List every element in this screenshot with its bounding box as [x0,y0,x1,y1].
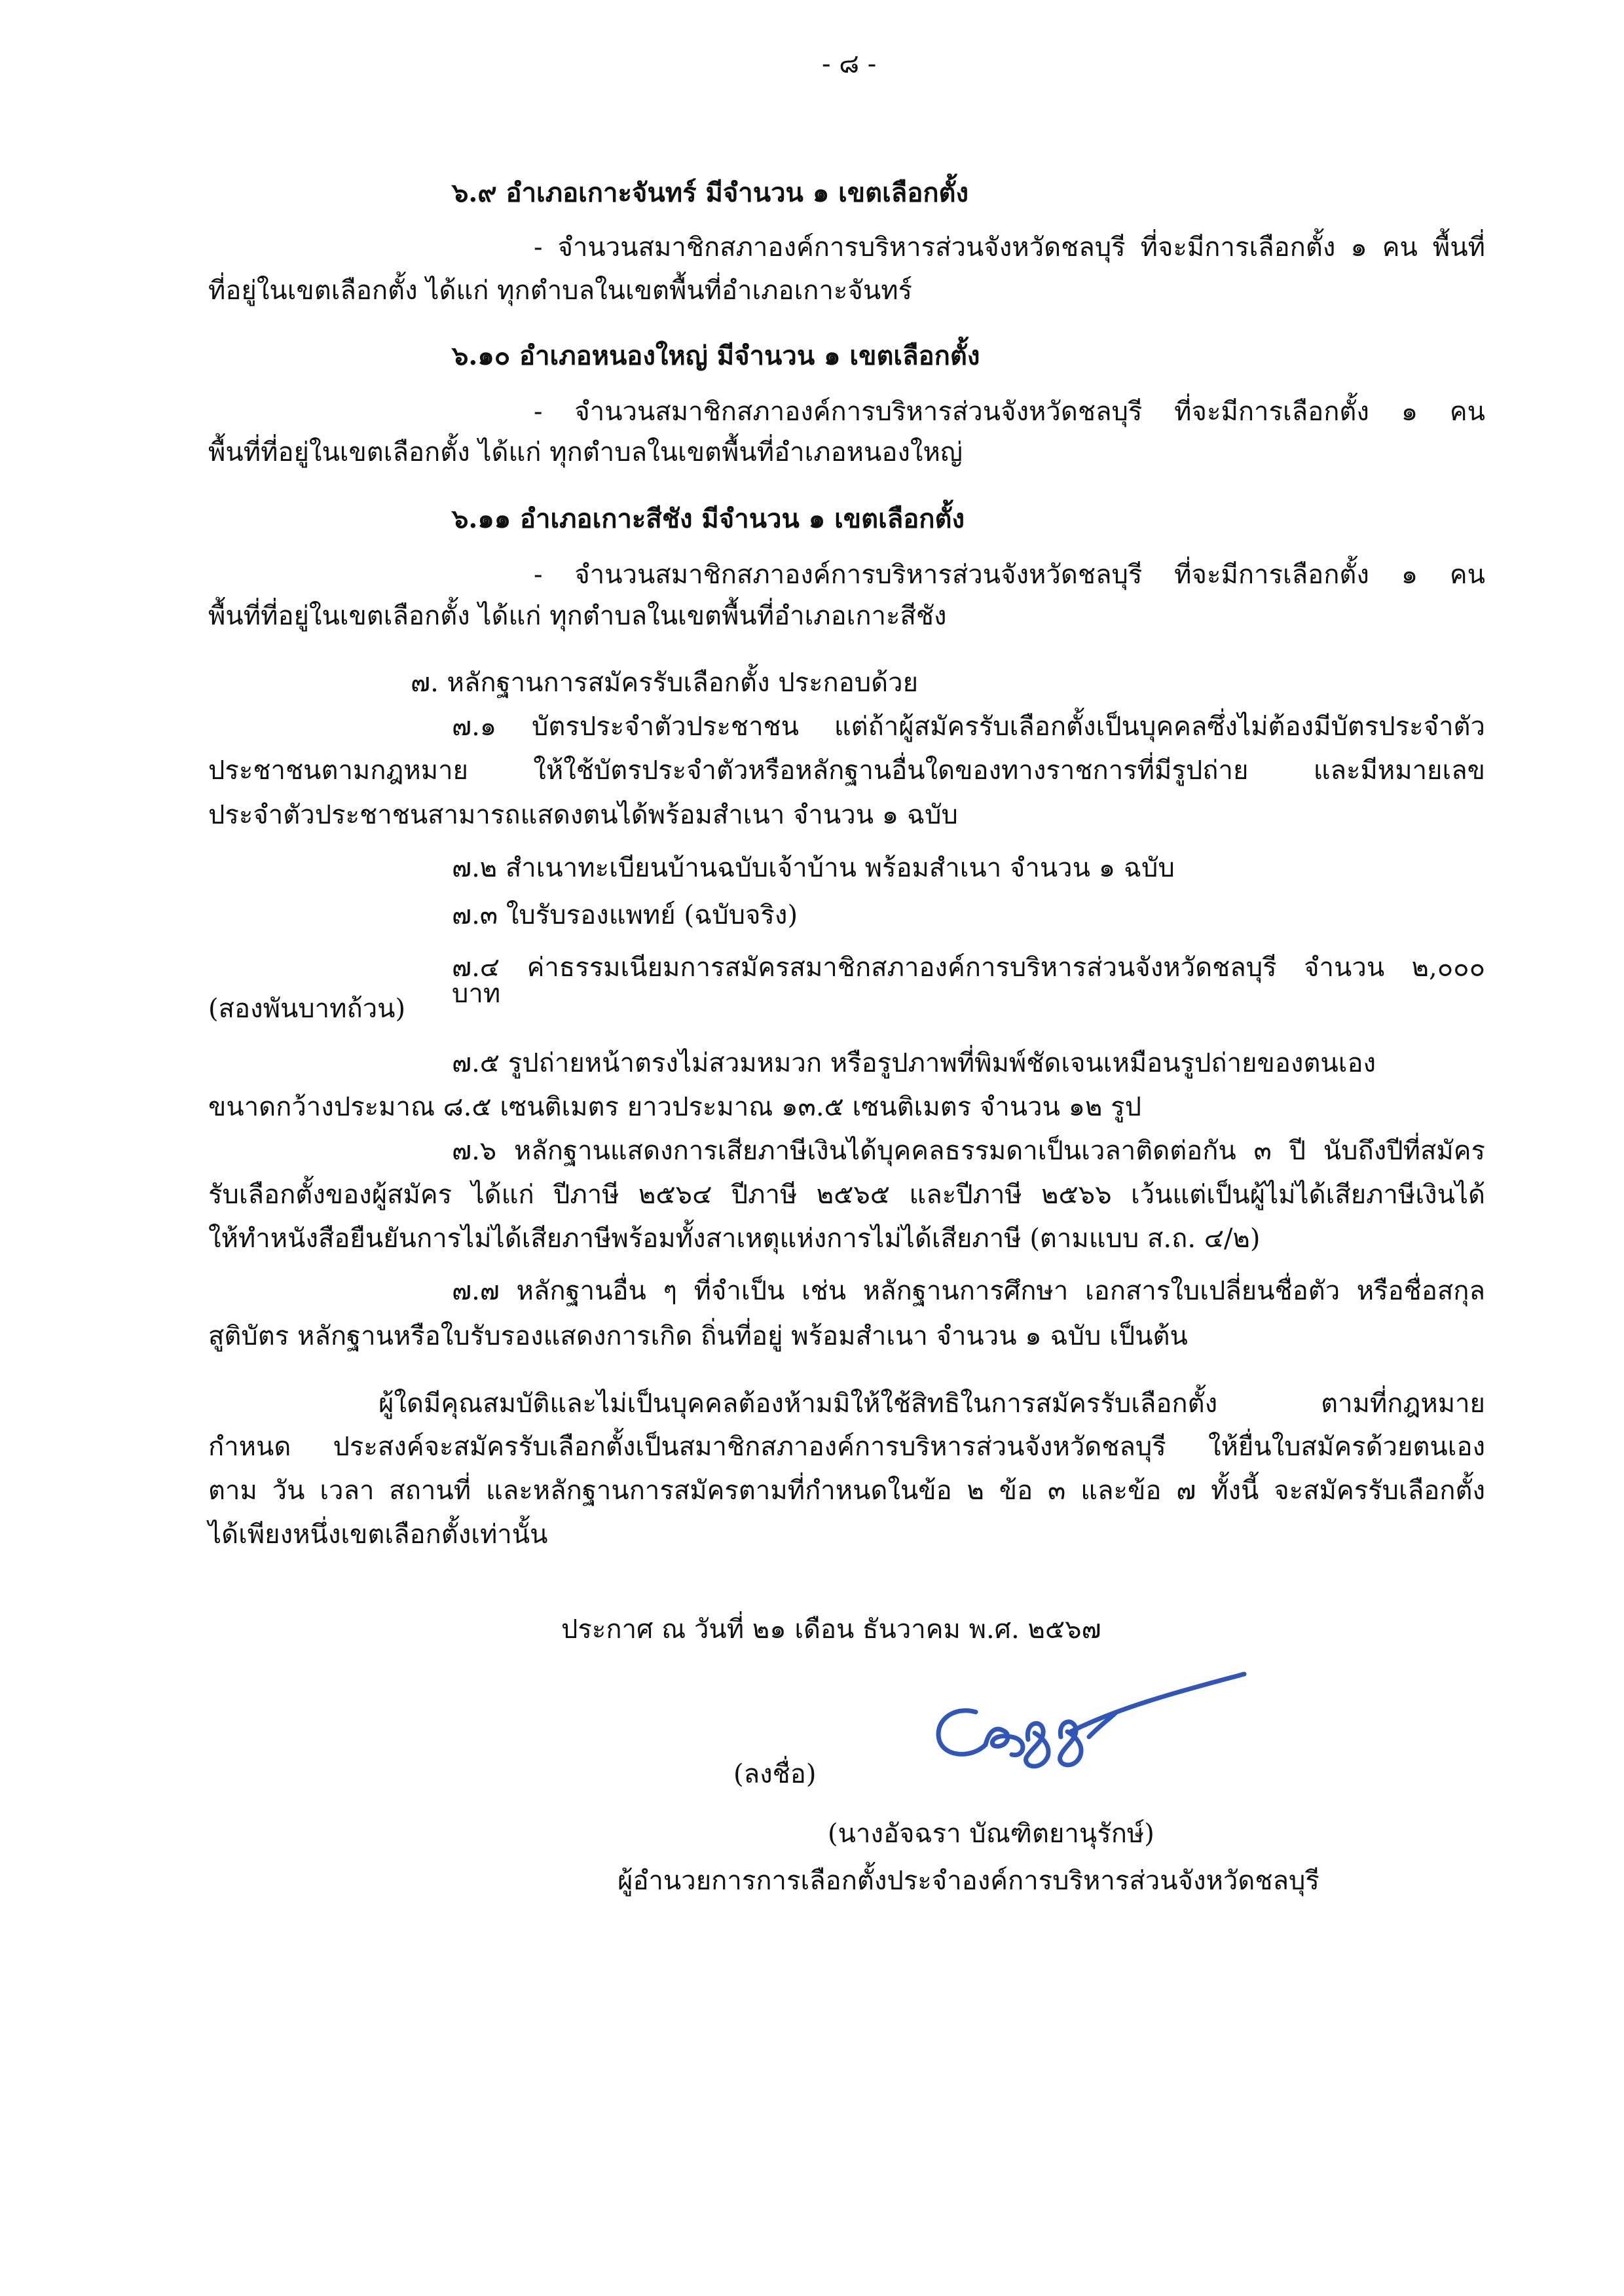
section-6-11-heading: ๖.๑๑ อำเภอเกาะสีชัง มีจำนวน ๑ เขตเลือกตั้ง [452,503,965,534]
signer-name: (นางอัจฉรา บัณฑิตยานุรักษ์) [828,1819,1154,1849]
evidence-7-6-line-1: ๗.๖ หลักฐานแสดงการเสียภาษีเงินได้บุคคลธรรมดาเป็นเวลาติดต่อกัน ๓ ปี นับถึงปีที่สมัคร [452,1136,1485,1166]
evidence-7-1-line-2: ประชาชนตามกฎหมาย ให้ใช้บัตรประจำตัวหรือหลักฐานอื่นใดของทางราชการที่มีรูปถ่าย และมีหมายเลข [208,756,1485,786]
evidence-7-4-line-1: ๗.๔ ค่าธรรมเนียมการสมัครสมาชิกสภาองค์การบริหารส่วนจังหวัดชลบุรี จำนวน ๒,๐๐๐ บาท [452,953,1485,1009]
announcement-date: ประกาศ ณ วันที่ ๒๑ เดือน ธันวาคม พ.ศ. ๒๕๖๗ [561,1614,1101,1645]
evidence-7-7-line-1: ๗.๗ หลักฐานอื่น ๆ ที่จำเป็น เช่น หลักฐานการศึกษา เอกสารใบเปลี่ยนชื่อตัว หรือชื่อสกุล [452,1276,1485,1306]
page-number: - ๘ - [822,49,877,79]
signature-label: (ลงชื่อ) [733,1759,817,1789]
evidence-7-5-line-1: ๗.๕ รูปถ่ายหน้าตรงไม่สวมหมวก หรือรูปภาพที่พิมพ์ชัดเจนเหมือนรูปถ่ายของตนเอง [452,1048,1376,1078]
section-6-9-heading: ๖.๙ อำเภอเกาะจันทร์ มีจำนวน ๑ เขตเลือกตั้ง [452,177,969,208]
signature-stroke [938,1674,1244,1766]
section-6-10-line-2: พื้นที่ที่อยู่ในเขตเลือกตั้ง ได้แก่ ทุกตำบลในเขตพื้นที่อำเภอหนองใหญ่ [208,437,963,467]
evidence-7-1-line-3: ประจำตัวประชาชนสามารถแสดงตนได้พร้อมสำเนา จำนวน ๑ ฉบับ [208,800,958,830]
section-6-10-line-1: - จำนวนสมาชิกสภาองค์การบริหารส่วนจังหวัดชลบุรี ที่จะมีการเลือกตั้ง ๑ คน [534,397,1485,427]
closing-line-2: กำหนด ประสงค์จะสมัครรับเลือกตั้งเป็นสมาชิกสภาองค์การบริหารส่วนจังหวัดชลบุรี ให้ยื่นใบสมัครด้วยตนเอง [208,1432,1485,1462]
evidence-7-7-line-2: สูติบัตร หลักฐานหรือใบรับรองแสดงการเกิด ถิ่นที่อยู่ พร้อมสำเนา จำนวน ๑ ฉบับ เป็นต้น [208,1321,1188,1351]
signer-position: ผู้อำนวยการการเลือกตั้งประจำองค์การบริหารส่วนจังหวัดชลบุรี [618,1866,1320,1896]
closing-line-3: ตาม วัน เวลา สถานที่ และหลักฐานการสมัครตามที่กำหนดในข้อ ๒ ข้อ ๓ และข้อ ๗ ทั้งนี้ จะสมัครรับเลือกตั้ง [208,1476,1485,1506]
section-6-11-line-1: - จำนวนสมาชิกสภาองค์การบริหารส่วนจังหวัดชลบุรี ที่จะมีการเลือกตั้ง ๑ คน [534,560,1485,590]
evidence-7-3: ๗.๓ ใบรับรองแพทย์ (ฉบับจริง) [452,900,798,930]
closing-line-4: ได้เพียงหนึ่งเขตเลือกตั้งเท่านั้น [208,1520,548,1550]
evidence-7-2: ๗.๒ สำเนาทะเบียนบ้านฉบับเจ้าบ้าน พร้อมสำเนา จำนวน ๑ ฉบับ [452,853,1175,883]
section-6-11-line-2: พื้นที่ที่อยู่ในเขตเลือกตั้ง ได้แก่ ทุกตำบลในเขตพื้นที่อำเภอเกาะสีชัง [208,601,947,631]
evidence-7-5-line-2: ขนาดกว้างประมาณ ๘.๕ เซนติเมตร ยาวประมาณ ๑๓.๕ เซนติเมตร จำนวน ๑๒ รูป [208,1092,1141,1122]
closing-line-1: ผู้ใดมีคุณสมบัติและไม่เป็นบุคคลต้องห้ามมิให้ใช้สิทธิในการสมัครรับเลือกตั้ง ตามที่กฎหมาย [378,1389,1485,1419]
evidence-7-4-line-2: (สองพันบาทถ้วน) [208,994,406,1024]
evidence-7-6-line-3: ให้ทำหนังสือยืนยันการไม่ได้เสียภาษีพร้อมทั้งสาเหตุแห่งการไม่ได้เสียภาษี (ตามแบบ ส.ถ. ๔/๒) [208,1224,1261,1254]
handwritten-signature [913,1660,1254,1784]
evidence-7-1-line-1: ๗.๑ บัตรประจำตัวประชาชน แต่ถ้าผู้สมัครรับเลือกตั้งเป็นบุคคลซึ่งไม่ต้องมีบัตรประจำตัว [452,712,1485,742]
section-6-9-line-2: ที่อยู่ในเขตเลือกตั้ง ได้แก่ ทุกตำบลในเขตพื้นที่อำเภอเกาะจันทร์ [208,276,913,306]
section-6-10-heading: ๖.๑๐ อำเภอหนองใหญ่ มีจำนวน ๑ เขตเลือกตั้ง [452,340,980,371]
section-6-9-line-1: - จำนวนสมาชิกสภาองค์การบริหารส่วนจังหวัดชลบุรี ที่จะมีการเลือกตั้ง ๑ คน พื้นที่ [534,232,1485,263]
evidence-heading: ๗. หลักฐานการสมัครรับเลือกตั้ง ประกอบด้วย [411,668,919,698]
evidence-7-6-line-2: รับเลือกตั้งของผู้สมัคร ได้แก่ ปีภาษี ๒๕๖๔ ปีภาษี ๒๕๖๕ และปีภาษี ๒๕๖๖ เว้นแต่เป็นผู้ไม่ได้เสียภาษีเงินได้ [208,1180,1485,1210]
